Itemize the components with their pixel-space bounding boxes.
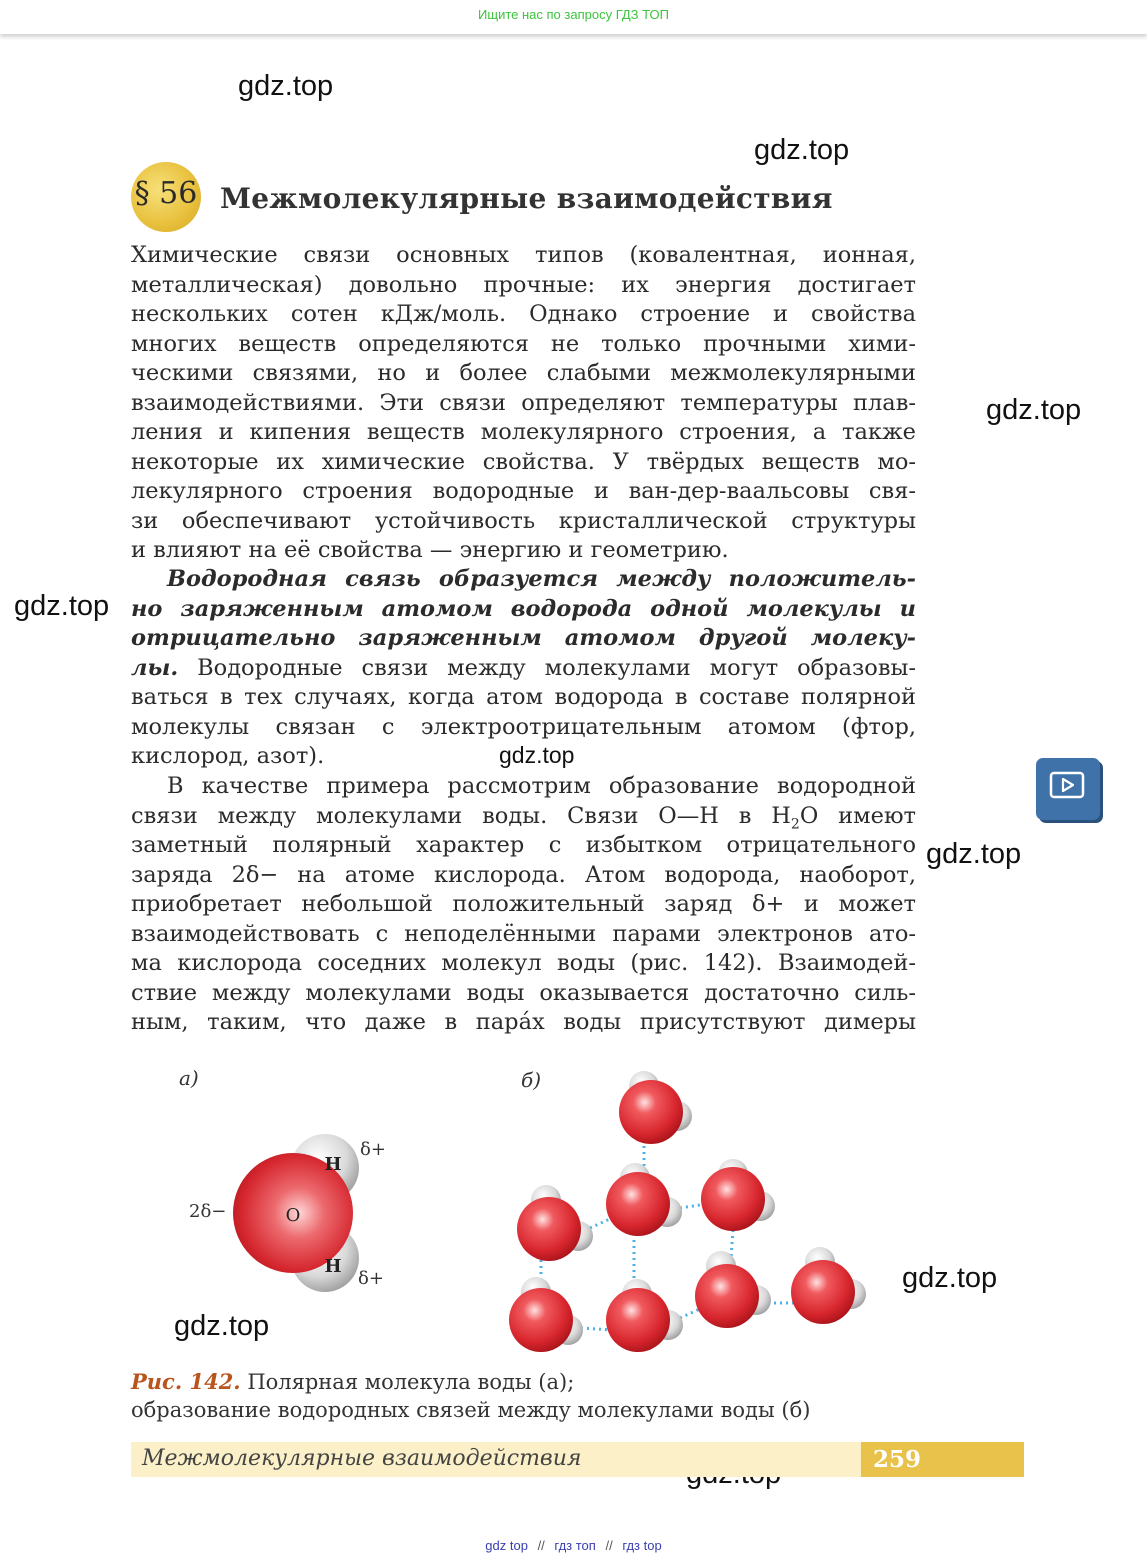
text-line: заметный полярный характер с избытком отрицательного: [131, 832, 916, 858]
water-molecule: [619, 1071, 692, 1144]
bottom-link[interactable]: гдз топ: [554, 1538, 596, 1553]
text-line: ствие между молекулами воды оказывается достаточно силь-: [131, 979, 916, 1006]
water-molecule-a: [233, 1134, 359, 1292]
hydrogen-symbol: H: [324, 1256, 342, 1277]
water-molecule: [606, 1163, 682, 1236]
text-fragment: Водородные связи между молекулами могут образовы-: [197, 654, 916, 681]
water-molecule: [701, 1159, 775, 1231]
text-line: ческими связями, но и более слабыми межмолекулярными: [131, 360, 916, 386]
top-banner-text[interactable]: Ищите нас по запросу ГДЗ ТОП: [478, 7, 669, 22]
text-line: и влияют на её свойства — энергию и геометрию.: [131, 537, 729, 563]
text-line: заряда 2δ− на атоме кислорода. Атом водорода, наоборот,: [131, 861, 916, 888]
water-molecule: [509, 1277, 583, 1352]
figure-caption: [131, 1368, 810, 1424]
charge-oxygen: 2δ−: [189, 1201, 227, 1222]
text-line: В качестве примера рассмотрим образование водородной: [167, 773, 916, 799]
running-footer-title: Межмолекулярные взаимодействия: [142, 1446, 582, 1471]
oxygen-symbol: O: [285, 1205, 301, 1226]
text-line: взаимодействиями. Эти связи определяют температуры плав-: [131, 389, 916, 416]
water-molecule: [606, 1279, 683, 1352]
definition-line: Водородная связь образуется между положитель-: [167, 566, 916, 592]
watermark: gdz.top: [174, 1310, 270, 1342]
text-line: ваться в тех случаях, когда атом водорода в составе полярной: [131, 684, 916, 710]
text-line: кислород, азот).: [131, 743, 325, 769]
watermark: gdz.top: [14, 590, 110, 622]
definition-line: отрицательно заряженным атомом другой молеку-: [131, 625, 916, 651]
hydrogen-bond: [731, 1230, 733, 1258]
page-number: 259: [873, 1446, 922, 1473]
figure-label-b: б): [521, 1068, 542, 1092]
text-line: взаимодействовать с неподелёнными парами электронов ато-: [131, 920, 916, 947]
text-fragment: связи между молекулами воды. Связи O—H в H: [131, 802, 791, 829]
definition-line: но заряженным атомом водорода одной молекулы и: [131, 595, 916, 622]
text-line: нескольких сотен кДж/моль. Однако строение и свойства: [131, 301, 916, 327]
text-fragment: O имеют: [799, 802, 916, 829]
section-number: § 56: [134, 176, 198, 211]
hydrogen-bond: [590, 1218, 612, 1228]
watermark: gdz.top: [986, 394, 1082, 426]
caption-text: образование водородных связей между молекулами воды (б): [131, 1398, 811, 1422]
watermark: gdz.top: [499, 742, 575, 768]
figure-number: Рис. 142.: [131, 1369, 241, 1394]
bottom-link[interactable]: gdz top: [485, 1538, 528, 1553]
water-molecule: [695, 1251, 771, 1328]
definition-end: лы.: [131, 654, 179, 681]
charge-hydrogen-bottom: δ+: [358, 1268, 384, 1289]
water-molecule: [517, 1185, 593, 1261]
charge-hydrogen-top: δ+: [360, 1139, 386, 1160]
text-line: приобретает небольшой положительный заряд δ+ и может: [131, 891, 916, 917]
text-line: лекулярного строения водородные и ван-дер-ваальсовы свя-: [131, 478, 916, 504]
watermark: gdz.top: [754, 134, 850, 166]
bottom-link[interactable]: гдз top: [622, 1538, 662, 1553]
section-title: Межмолекулярные взаимодействия: [220, 182, 833, 215]
hydrogen-symbol: H: [324, 1154, 342, 1175]
text-line: молекулы связан с электроотрицательным атомом (фтор,: [131, 713, 916, 740]
figure-label-a: а): [179, 1066, 199, 1090]
link-separator: //: [537, 1538, 545, 1553]
text-line: Химические связи основных типов (ковалентная, ионная,: [131, 242, 916, 268]
text-line: некоторые их химические свойства. У твёрдых веществ мо-: [131, 448, 916, 475]
water-molecule: [791, 1247, 866, 1324]
page-number-box: [861, 1442, 1024, 1477]
link-separator: //: [605, 1538, 613, 1553]
watermark: gdz.top: [902, 1262, 998, 1294]
text-line: многих веществ определяются не только прочными хими-: [131, 330, 916, 357]
text-line: металлическая) довольно прочные: их энергия достигает: [131, 271, 916, 298]
watermark: gdz.top: [238, 70, 334, 102]
text-line: ным, таким, что даже в пара́х воды присутствуют димеры: [131, 1009, 916, 1035]
text-line: ления и кипения веществ молекулярного строения, а также: [131, 419, 916, 445]
watermark: gdz.top: [926, 838, 1022, 870]
bottom-links: [0, 1538, 1147, 1553]
subscript: 2: [790, 816, 800, 832]
text-line: ма кислорода соседних молекул воды (рис. 142). Взаимодей-: [131, 950, 916, 976]
caption-text: Полярная молекула воды (а);: [247, 1370, 575, 1394]
text-line: зи обеспечивают устойчивость кристаллической структуры: [131, 507, 916, 534]
